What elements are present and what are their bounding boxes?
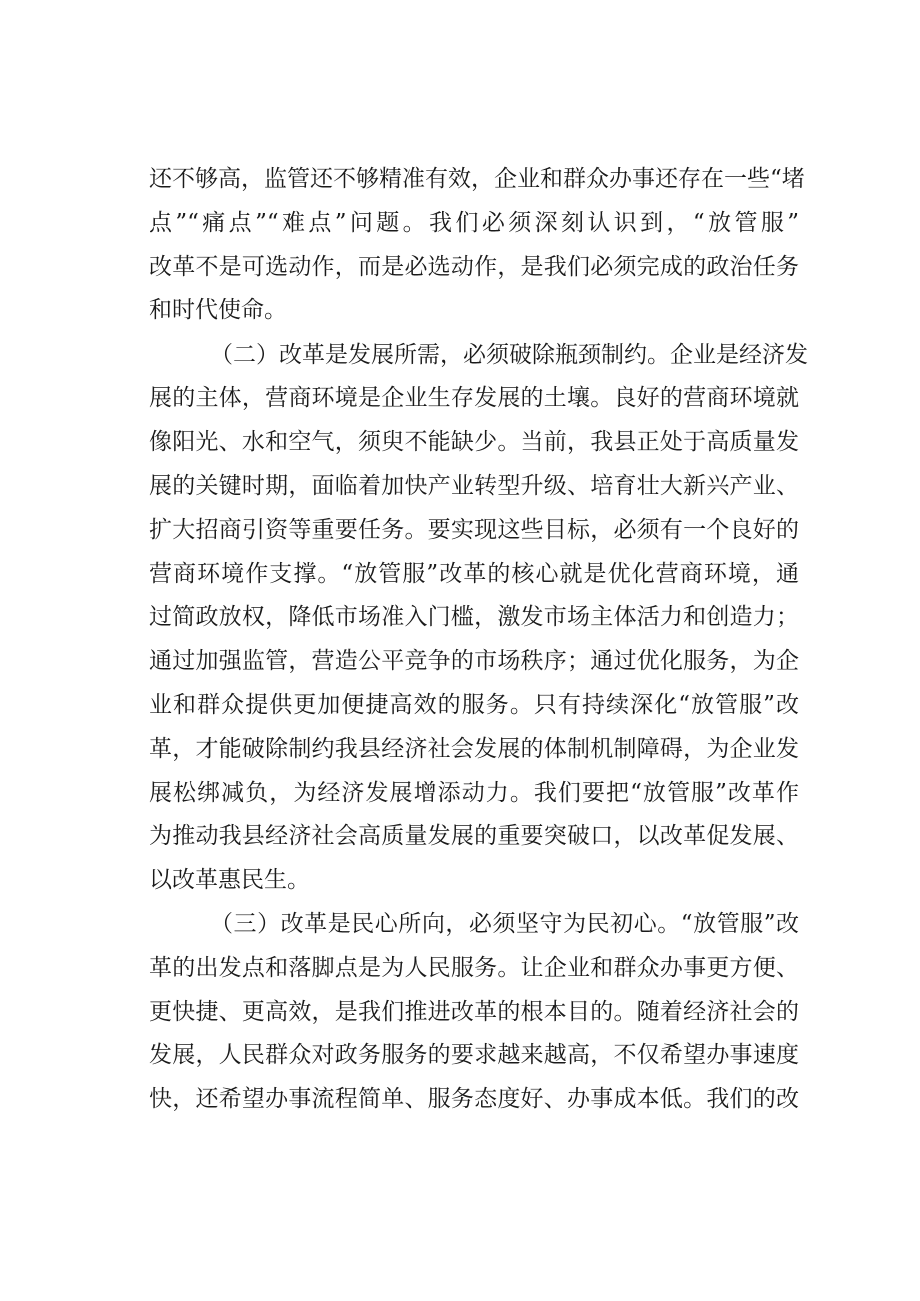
text-line: 还不够高，监管还不够精准有效，企业和群众办事还存在一些“堵 xyxy=(149,166,805,192)
text-line: 快，还希望办事流程简单、服务态度好、办事成本低。我们的改 xyxy=(149,1086,799,1112)
text-line: 以改革惠民生。 xyxy=(149,867,310,893)
text-line: 为推动我县经济社会高质量发展的重要突破口，以改革促发展、 xyxy=(149,823,799,849)
text-line: （二）改革是发展所需，必须破除瓶颈制约。企业是经济发 xyxy=(210,342,808,368)
text-line: 营商环境作支撑。“放管服”改革的核心就是优化营商环境，通 xyxy=(149,561,799,587)
text-line: 展的主体，营商环境是企业生存发展的土壤。良好的营商环境就 xyxy=(149,385,799,411)
text-line: 改革不是可选动作，而是必选动作，是我们必须完成的政治任务 xyxy=(149,254,799,280)
text-line: 展松绑减负，为经济发展增添动力。我们要把“放管服”改革作 xyxy=(149,780,799,806)
text-line: 点”“痛点”“难点”问题。我们必须深刻认识到，“放管服” xyxy=(149,210,799,236)
text-line: 像阳光、水和空气，须臾不能缺少。当前，我县正处于高质量发 xyxy=(149,429,799,455)
text-line: 更快捷、更高效，是我们推进改革的根本目的。随着经济社会的 xyxy=(149,999,799,1025)
text-line: 发展，人民群众对政务服务的要求越来越高，不仅希望办事速度 xyxy=(149,1042,799,1068)
text-line: （三）改革是民心所向，必须坚守为民初心。“放管服”改 xyxy=(210,911,799,937)
text-line: 革，才能破除制约我县经济社会发展的体制机制障碍，为企业发 xyxy=(149,736,799,762)
text-line: 革的出发点和落脚点是为人民服务。让企业和群众办事更方便、 xyxy=(149,955,799,981)
text-line: 过简政放权，降低市场准入门槛，激发市场主体活力和创造力； xyxy=(149,604,799,630)
text-line: 业和群众提供更加便捷高效的服务。只有持续深化“放管服”改 xyxy=(149,692,799,718)
text-line: 扩大招商引资等重要任务。要实现这些目标，必须有一个良好的 xyxy=(149,517,799,543)
text-line: 展的关键时期，面临着加快产业转型升级、培育壮大新兴产业、 xyxy=(149,473,799,499)
text-line: 通过加强监管，营造公平竞争的市场秩序；通过优化服务，为企 xyxy=(149,648,799,674)
text-line: 和时代使命。 xyxy=(149,297,287,323)
